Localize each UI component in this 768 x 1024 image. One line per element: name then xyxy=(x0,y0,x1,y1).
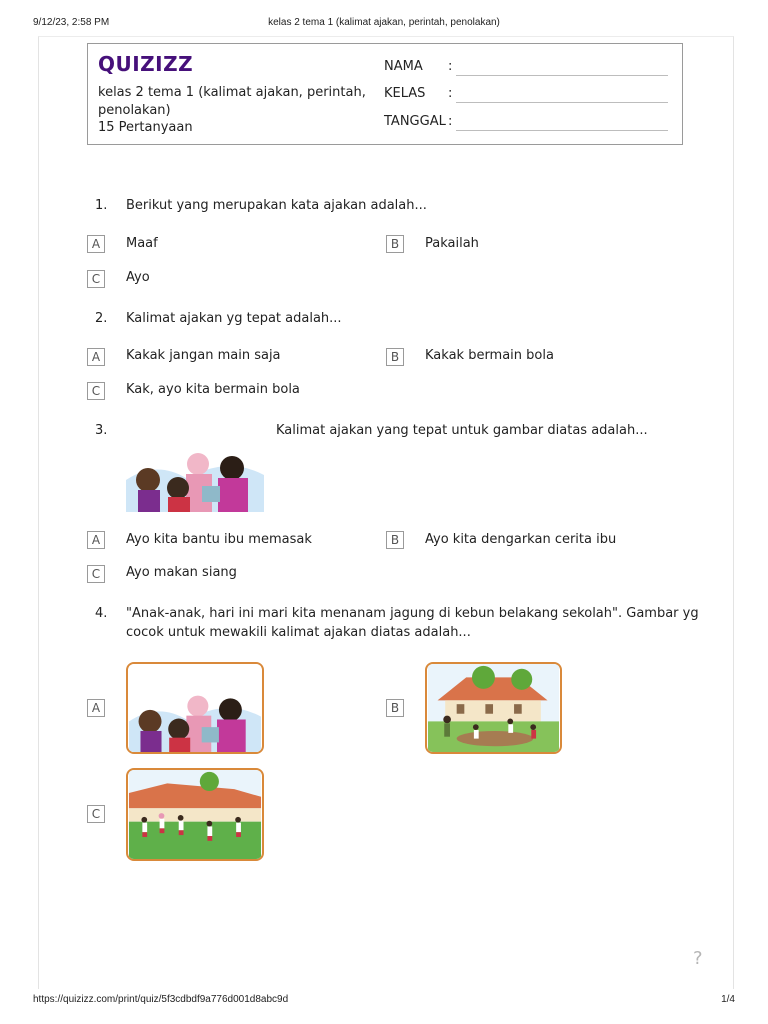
nama-colon: : xyxy=(448,59,453,74)
option-a-picture xyxy=(126,662,264,754)
question-text-line-1: "Anak-anak, hari ini mari kita menanam jagung di kebun belakang sekolah". Gambar yg xyxy=(126,606,699,621)
option-b-box: B xyxy=(386,348,404,366)
option-c-text: Ayo xyxy=(126,270,150,285)
quizizz-logo: QUIZIZZ xyxy=(98,52,194,76)
nama-label: NAMA xyxy=(384,59,423,74)
kelas-colon: : xyxy=(448,86,453,101)
option-b-box: B xyxy=(386,699,404,717)
question-number: 4. xyxy=(95,606,108,621)
tanggal-colon: : xyxy=(448,114,453,129)
question-number: 3. xyxy=(95,423,108,438)
option-b-text: Pakailah xyxy=(425,236,479,251)
quiz-header xyxy=(87,43,683,145)
option-b-box: B xyxy=(386,235,404,253)
page-number: 1/4 xyxy=(721,994,735,1005)
nama-field xyxy=(384,59,676,77)
option-a-text: Kakak jangan main saja xyxy=(126,348,281,363)
option-c-text: Ayo makan siang xyxy=(126,565,237,580)
question-text-line-2: cocok untuk mewakili kalimat ajakan diatas adalah... xyxy=(126,625,471,640)
option-a-text: Ayo kita bantu ibu memasak xyxy=(126,532,312,547)
tanggal-line xyxy=(456,130,668,131)
option-a-text: Maaf xyxy=(126,236,158,251)
kelas-field xyxy=(384,86,676,104)
option-c-box: C xyxy=(87,270,105,288)
option-c-picture xyxy=(126,768,264,861)
option-a-box: A xyxy=(87,348,105,366)
quiz-title: kelas 2 tema 1 (kalimat ajakan, perintah, penolakan) xyxy=(98,85,366,118)
question-number: 2. xyxy=(95,311,108,326)
print-datetime: 9/12/23, 2:58 PM xyxy=(33,17,110,28)
option-b-text: Kakak bermain bola xyxy=(425,348,554,363)
question-number: 1. xyxy=(95,198,108,213)
print-url: https://quizizz.com/print/quiz/5f3cdbdf9a776d001d8abc9d xyxy=(33,994,289,1005)
option-b-box: B xyxy=(386,531,404,549)
option-b-text: Ayo kita dengarkan cerita ibu xyxy=(425,532,617,547)
print-title: kelas 2 tema 1 (kalimat ajakan, perintah, penolakan) xyxy=(268,17,500,28)
question-mark-icon[interactable]: ? xyxy=(693,948,703,969)
kelas-line xyxy=(456,102,668,103)
family-reading-picture xyxy=(126,420,264,512)
question-text: Kalimat ajakan yang tepat untuk gambar diatas adalah... xyxy=(276,423,648,438)
print-header xyxy=(33,17,735,31)
question-text: Berikut yang merupakan kata ajakan adalah... xyxy=(126,198,427,213)
option-a-box: A xyxy=(87,235,105,253)
option-a-box: A xyxy=(87,699,105,717)
tanggal-field xyxy=(384,114,676,132)
option-c-box: C xyxy=(87,805,105,823)
print-footer xyxy=(33,994,735,1008)
option-c-text: Kak, ayo kita bermain bola xyxy=(126,382,300,397)
option-a-box: A xyxy=(87,531,105,549)
option-c-box: C xyxy=(87,565,105,583)
kelas-label: KELAS xyxy=(384,86,426,101)
question-count: 15 Pertanyaan xyxy=(98,120,193,135)
tanggal-label: TANGGAL xyxy=(384,114,446,129)
option-b-picture xyxy=(425,662,562,754)
option-c-box: C xyxy=(87,382,105,400)
nama-line xyxy=(456,75,668,76)
question-text: Kalimat ajakan yg tepat adalah... xyxy=(126,311,342,326)
